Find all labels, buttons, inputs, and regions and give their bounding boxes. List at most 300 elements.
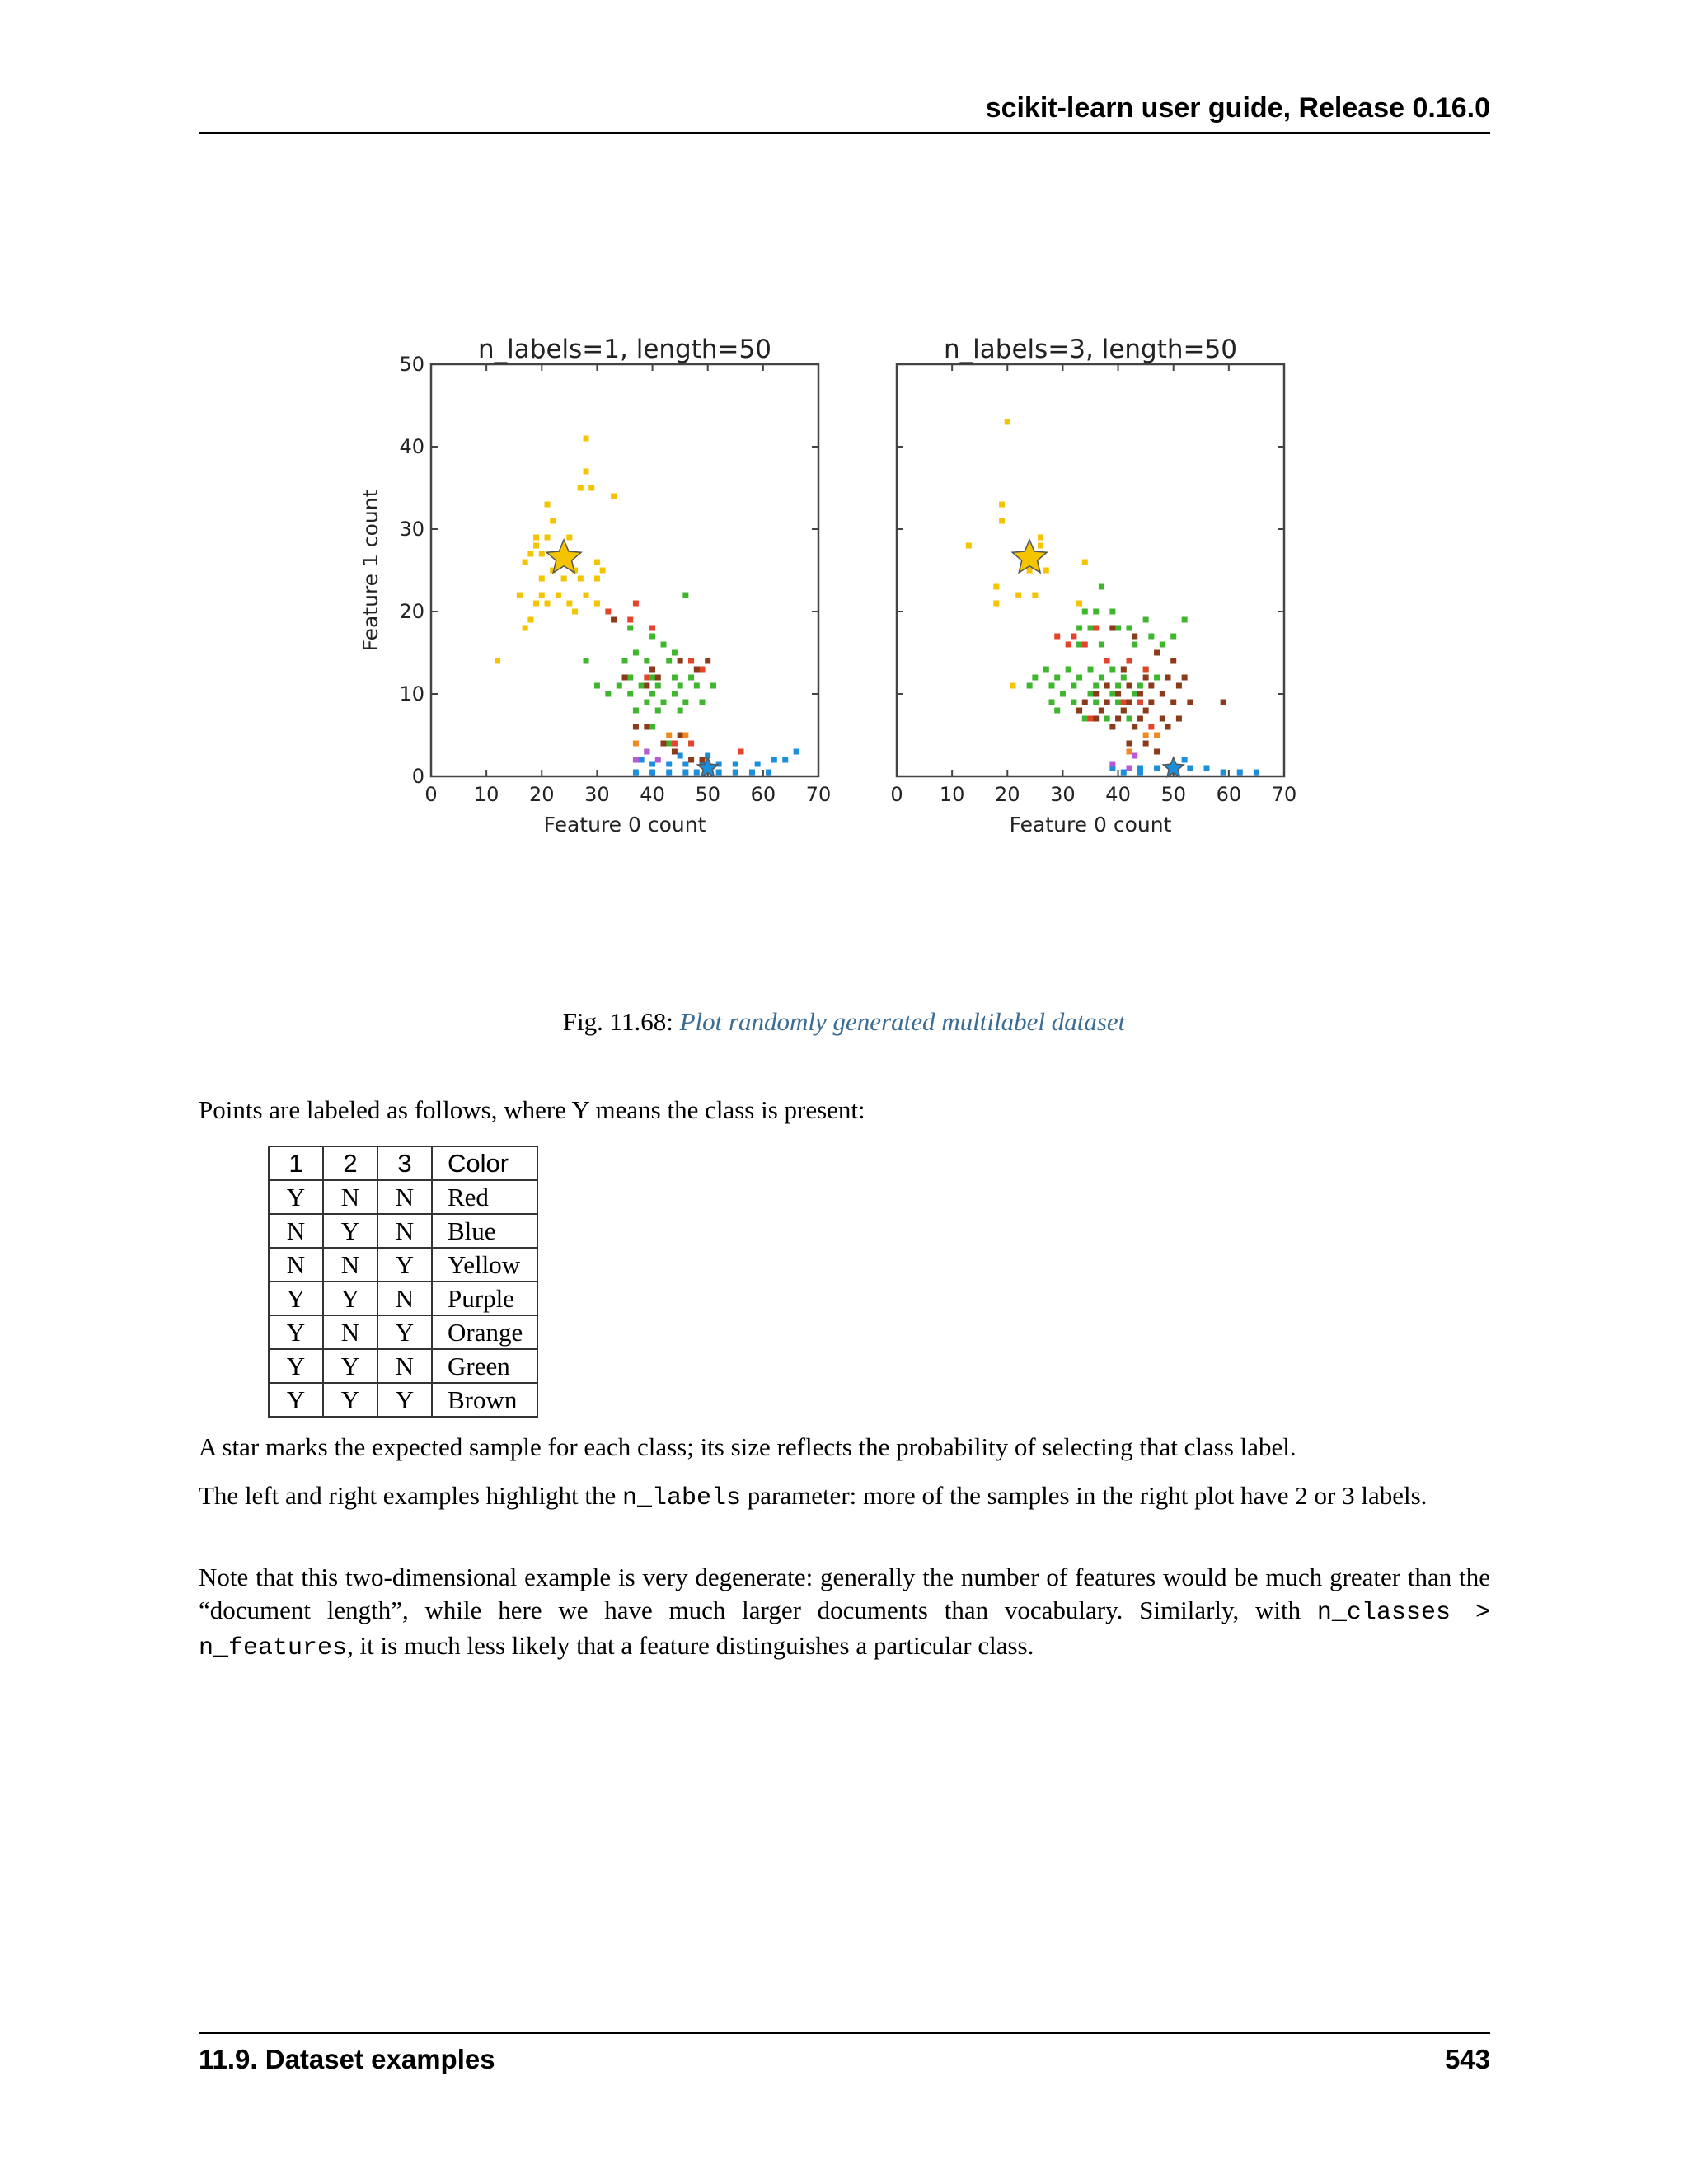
data-point xyxy=(1148,724,1154,730)
data-point xyxy=(578,576,584,582)
data-point xyxy=(1182,675,1188,681)
table-cell: N xyxy=(269,1248,323,1282)
footer-section: 11.9. Dataset examples xyxy=(199,2044,495,2074)
data-point xyxy=(700,700,706,705)
x-tick-label: 30 xyxy=(584,783,610,806)
data-point xyxy=(1027,568,1033,574)
data-point xyxy=(633,650,639,656)
data-point xyxy=(566,535,572,541)
data-point xyxy=(1093,609,1099,615)
data-point xyxy=(545,535,551,541)
examples-paragraph xyxy=(199,1479,1490,1515)
data-point xyxy=(584,469,589,475)
data-point xyxy=(1121,770,1127,776)
data-point xyxy=(556,593,561,598)
data-point xyxy=(666,658,672,664)
data-point xyxy=(672,691,678,697)
data-point xyxy=(1137,683,1143,689)
data-point xyxy=(1127,700,1132,705)
data-point xyxy=(1104,716,1110,722)
data-point xyxy=(666,770,672,776)
x-axis-label: Feature 0 count xyxy=(543,813,706,837)
data-point xyxy=(682,762,688,767)
data-point xyxy=(1170,700,1176,705)
data-point xyxy=(1093,626,1099,631)
data-point xyxy=(633,741,639,747)
data-point xyxy=(733,770,738,776)
data-point xyxy=(528,617,533,623)
table-cell: Purple xyxy=(432,1282,537,1315)
examples-text-before: The left and right examples highlight the xyxy=(199,1481,622,1510)
data-point xyxy=(1082,700,1088,705)
data-point xyxy=(1109,609,1115,615)
data-point xyxy=(678,658,683,664)
data-point xyxy=(578,485,584,491)
data-point xyxy=(495,658,500,664)
data-point xyxy=(611,617,617,623)
figure-scatter-plots xyxy=(346,317,1360,853)
scatter-plots-svg xyxy=(346,317,1360,853)
data-point xyxy=(1088,716,1094,722)
data-point xyxy=(1054,675,1060,681)
data-point xyxy=(1109,724,1115,730)
table-header-cell: Color xyxy=(432,1146,537,1180)
data-point xyxy=(617,683,622,689)
data-point xyxy=(682,593,688,598)
data-point xyxy=(1066,642,1071,648)
table-cell: N xyxy=(323,1315,377,1349)
table-cell: N xyxy=(323,1248,377,1282)
data-point xyxy=(1143,675,1149,681)
data-point xyxy=(639,683,645,689)
data-point xyxy=(733,762,738,767)
data-point xyxy=(1076,708,1082,714)
data-point xyxy=(1043,568,1049,574)
data-point xyxy=(622,675,628,681)
data-point xyxy=(633,757,639,763)
data-point xyxy=(1143,617,1149,623)
data-point xyxy=(584,436,589,442)
data-point xyxy=(716,770,722,776)
data-point xyxy=(644,700,649,705)
data-point xyxy=(661,642,667,648)
data-point xyxy=(1071,683,1076,689)
data-point xyxy=(1010,683,1016,689)
data-point xyxy=(678,708,683,714)
x-tick-label: 0 xyxy=(424,783,438,806)
data-point xyxy=(655,757,661,763)
data-point xyxy=(1221,700,1226,705)
data-point xyxy=(655,675,661,681)
data-point xyxy=(1038,543,1043,549)
data-point xyxy=(1115,691,1121,697)
data-point xyxy=(1104,700,1110,705)
data-point xyxy=(523,626,528,631)
data-point xyxy=(661,700,667,705)
x-tick-label: 40 xyxy=(1105,783,1131,806)
data-point xyxy=(1143,667,1149,673)
table-cell: Orange xyxy=(432,1315,537,1349)
chart-2 xyxy=(890,335,1296,837)
data-point xyxy=(661,741,667,747)
data-point xyxy=(655,708,661,714)
table-cell: N xyxy=(377,1349,432,1383)
data-point xyxy=(738,749,744,755)
data-point xyxy=(1187,700,1193,705)
data-point xyxy=(633,770,639,776)
table-cell: N xyxy=(269,1214,323,1248)
data-point xyxy=(1154,766,1160,771)
data-point xyxy=(688,658,694,664)
x-tick-label: 20 xyxy=(529,783,555,806)
data-point xyxy=(1071,634,1076,640)
data-point xyxy=(1093,683,1099,689)
caption-link[interactable]: Plot randomly generated multilabel dataset xyxy=(679,1007,1126,1036)
data-point xyxy=(993,584,999,590)
data-point xyxy=(672,650,678,656)
data-point xyxy=(771,757,777,763)
data-point xyxy=(572,609,578,615)
data-point xyxy=(594,560,600,565)
data-point xyxy=(1137,691,1143,697)
data-point xyxy=(644,724,649,730)
data-point xyxy=(672,749,678,755)
table-header-cell: 1 xyxy=(269,1146,323,1180)
data-point xyxy=(666,741,672,747)
table-cell: Brown xyxy=(432,1383,537,1417)
data-point xyxy=(1154,675,1160,681)
data-point xyxy=(611,494,617,499)
x-tick-label: 30 xyxy=(1050,783,1076,806)
data-point xyxy=(622,658,628,664)
data-point xyxy=(694,667,700,673)
data-point xyxy=(1038,535,1043,541)
data-point xyxy=(1165,675,1171,681)
data-point xyxy=(1148,700,1154,705)
data-point xyxy=(649,770,655,776)
x-tick-label: 60 xyxy=(1216,783,1242,806)
table-cell: Y xyxy=(377,1248,432,1282)
data-point xyxy=(1127,716,1132,722)
data-point xyxy=(655,683,661,689)
x-tick-label: 40 xyxy=(640,783,665,806)
data-point xyxy=(561,576,567,582)
table-cell: N xyxy=(377,1180,432,1214)
data-point xyxy=(710,683,716,689)
data-point xyxy=(694,770,700,776)
data-point xyxy=(688,741,694,747)
data-point xyxy=(649,691,655,697)
table-cell: Yellow xyxy=(432,1248,537,1282)
data-point xyxy=(649,667,655,673)
table-row xyxy=(269,1180,537,1214)
note-text-after: , it is much less likely that a feature distinguishes a particular class. xyxy=(347,1631,1034,1660)
data-point xyxy=(1032,593,1038,598)
data-point xyxy=(539,551,545,557)
data-point xyxy=(1176,683,1182,689)
data-point xyxy=(545,601,551,607)
data-point xyxy=(1099,642,1104,648)
y-tick-label: 20 xyxy=(399,600,424,623)
data-point xyxy=(1127,749,1132,755)
x-tick-label: 10 xyxy=(939,783,965,806)
intro-paragraph: Points are labeled as follows, where Y means the class is present: xyxy=(199,1095,865,1124)
data-point xyxy=(1160,642,1165,648)
data-point xyxy=(1115,683,1121,689)
data-point xyxy=(1187,766,1193,771)
y-tick-label: 50 xyxy=(399,353,424,376)
data-point xyxy=(1182,757,1188,763)
data-point xyxy=(633,724,639,730)
data-point xyxy=(644,675,649,681)
table-cell: Y xyxy=(377,1383,432,1417)
data-point xyxy=(1082,716,1088,722)
table-row xyxy=(269,1349,537,1383)
data-point xyxy=(1182,617,1188,623)
table-cell: N xyxy=(377,1214,432,1248)
data-point xyxy=(1176,716,1182,722)
data-point xyxy=(633,708,639,714)
data-point xyxy=(1109,667,1115,673)
data-point xyxy=(1082,642,1088,648)
data-point xyxy=(1076,626,1082,631)
data-point xyxy=(1237,770,1243,776)
data-point xyxy=(678,753,683,759)
examples-code: n_labels xyxy=(621,1484,741,1512)
data-point xyxy=(1127,741,1132,747)
data-point xyxy=(1109,691,1115,697)
data-point xyxy=(1088,691,1094,697)
data-point xyxy=(1093,716,1099,722)
data-point xyxy=(605,691,611,697)
data-point xyxy=(1027,683,1033,689)
data-point xyxy=(672,741,678,747)
x-tick-label: 20 xyxy=(995,783,1020,806)
data-point xyxy=(1049,683,1055,689)
data-point xyxy=(594,601,600,607)
table-row xyxy=(269,1248,537,1282)
data-point xyxy=(678,733,683,738)
data-point xyxy=(1154,749,1160,755)
figure-caption xyxy=(0,1007,1688,1037)
data-point xyxy=(566,601,572,607)
data-point xyxy=(1099,708,1104,714)
chart-title: n_labels=1, length=50 xyxy=(478,335,771,364)
data-point xyxy=(1060,691,1066,697)
table-cell: Y xyxy=(323,1383,377,1417)
data-point xyxy=(1160,716,1165,722)
data-point xyxy=(533,601,539,607)
data-point xyxy=(1093,691,1099,697)
table-cell: Y xyxy=(269,1282,323,1315)
data-point xyxy=(682,733,688,738)
x-tick-label: 70 xyxy=(805,783,832,806)
data-point xyxy=(1143,741,1149,747)
data-point xyxy=(700,757,706,763)
data-point xyxy=(1121,700,1127,705)
table-row xyxy=(269,1315,537,1349)
x-axis-label: Feature 0 count xyxy=(1009,813,1172,837)
x-tick-label: 0 xyxy=(890,783,903,806)
table-cell: N xyxy=(377,1282,432,1315)
data-point xyxy=(1071,700,1076,705)
table-cell: Y xyxy=(269,1180,323,1214)
table-cell: Y xyxy=(323,1349,377,1383)
data-point xyxy=(672,675,678,681)
table-cell: Y xyxy=(377,1315,432,1349)
data-point xyxy=(694,683,700,689)
data-point xyxy=(1143,733,1149,738)
data-point xyxy=(1066,667,1071,673)
x-tick-label: 70 xyxy=(1271,783,1297,806)
page-footer xyxy=(199,2032,1490,2074)
data-point xyxy=(1076,675,1082,681)
data-point xyxy=(1148,634,1154,640)
data-point xyxy=(1127,626,1132,631)
note-text-before: Note that this two-dimensional example is very degenerate: generally the number of features would be much greater than the “document length”, while here we have much larger documents than vocabulary. Similarly, with xyxy=(199,1563,1490,1624)
data-point xyxy=(1137,700,1143,705)
header-title: scikit-learn user guide, Release 0.16.0 xyxy=(985,92,1490,124)
data-point xyxy=(649,724,655,730)
data-point xyxy=(1115,700,1121,705)
data-point xyxy=(682,700,688,705)
data-point xyxy=(688,757,694,763)
plot-frame xyxy=(431,364,818,776)
data-point xyxy=(517,593,523,598)
table-cell: Y xyxy=(269,1383,323,1417)
data-point xyxy=(1121,708,1127,714)
data-point xyxy=(1127,658,1132,664)
star-paragraph: A star marks the expected sample for each class; its size reflects the probability of selecting that class label. xyxy=(199,1432,1296,1461)
data-point xyxy=(1115,626,1121,631)
table-cell: Blue xyxy=(432,1214,537,1248)
data-point xyxy=(1093,700,1099,705)
data-point xyxy=(999,502,1005,508)
data-point xyxy=(649,626,655,631)
data-point xyxy=(666,733,672,738)
y-tick-label: 40 xyxy=(399,435,424,458)
data-point xyxy=(545,502,551,508)
data-point xyxy=(1254,770,1259,776)
data-point xyxy=(1154,733,1160,738)
data-point xyxy=(584,593,589,598)
data-point xyxy=(1054,708,1060,714)
x-tick-label: 50 xyxy=(1160,783,1186,806)
data-point xyxy=(1104,658,1110,664)
data-point xyxy=(588,485,594,491)
table-cell: Y xyxy=(323,1282,377,1315)
table-row xyxy=(269,1383,537,1417)
data-point xyxy=(1137,770,1143,776)
table-cell: Red xyxy=(432,1180,537,1214)
data-point xyxy=(644,658,649,664)
data-point xyxy=(688,675,694,681)
data-point xyxy=(1137,716,1143,722)
table-cell: Y xyxy=(323,1214,377,1248)
table-cell: Green xyxy=(432,1349,537,1383)
plot-frame xyxy=(897,364,1284,776)
y-tick-label: 10 xyxy=(399,682,424,705)
data-point xyxy=(1088,626,1094,631)
data-point xyxy=(1132,634,1137,640)
data-point xyxy=(1082,609,1088,615)
data-point xyxy=(766,770,771,776)
data-point xyxy=(1082,560,1088,565)
data-point xyxy=(1088,667,1094,673)
data-point xyxy=(678,683,683,689)
data-point xyxy=(794,749,799,755)
data-point xyxy=(528,551,533,557)
data-point xyxy=(1132,753,1137,759)
data-point xyxy=(539,576,545,582)
x-tick-label: 10 xyxy=(473,783,499,806)
data-point xyxy=(1099,675,1104,681)
data-point xyxy=(1127,766,1132,771)
footer-page-number: 543 xyxy=(1444,2044,1490,2074)
data-point xyxy=(550,518,556,524)
data-point xyxy=(1109,626,1115,631)
table-cell: Y xyxy=(269,1315,323,1349)
data-point xyxy=(682,770,688,776)
data-point xyxy=(594,683,600,689)
examples-text-after: parameter: more of the samples in the right plot have 2 or 3 labels. xyxy=(740,1481,1428,1510)
data-point xyxy=(1148,683,1154,689)
data-point xyxy=(1165,724,1171,730)
note-code: n_classes > n_features xyxy=(199,1599,1490,1662)
x-tick-label: 60 xyxy=(750,783,776,806)
data-point xyxy=(584,658,589,664)
y-axis-label: Feature 1 count xyxy=(359,489,382,652)
data-point xyxy=(782,757,788,763)
data-point xyxy=(594,576,600,582)
data-point xyxy=(1127,683,1132,689)
data-point xyxy=(627,626,633,631)
data-point xyxy=(1109,762,1115,767)
table-cell: N xyxy=(323,1180,377,1214)
data-point xyxy=(1121,667,1127,673)
data-point xyxy=(627,691,633,697)
data-point xyxy=(1104,683,1110,689)
data-point xyxy=(1005,419,1010,425)
data-point xyxy=(1043,667,1049,673)
y-tick-label: 0 xyxy=(411,765,424,788)
data-point xyxy=(1076,601,1082,607)
data-point xyxy=(749,770,755,776)
data-point xyxy=(649,762,655,767)
data-point xyxy=(1032,675,1038,681)
data-point xyxy=(1049,700,1055,705)
data-point xyxy=(644,683,649,689)
table-cell: Y xyxy=(269,1349,323,1383)
data-point xyxy=(1132,724,1137,730)
data-point xyxy=(627,617,633,623)
data-point xyxy=(1099,584,1104,590)
data-point xyxy=(633,601,639,607)
data-point xyxy=(533,543,539,549)
data-point xyxy=(539,593,545,598)
data-point xyxy=(1170,634,1176,640)
data-point xyxy=(605,609,611,615)
data-point xyxy=(1143,708,1149,714)
table-row xyxy=(269,1282,537,1315)
data-point xyxy=(1160,691,1165,697)
y-tick-label: 30 xyxy=(399,518,424,541)
data-point xyxy=(639,757,645,763)
data-point xyxy=(993,601,999,607)
data-point xyxy=(600,568,606,574)
data-point xyxy=(523,560,528,565)
caption-prefix: Fig. 11.68: xyxy=(562,1007,680,1036)
